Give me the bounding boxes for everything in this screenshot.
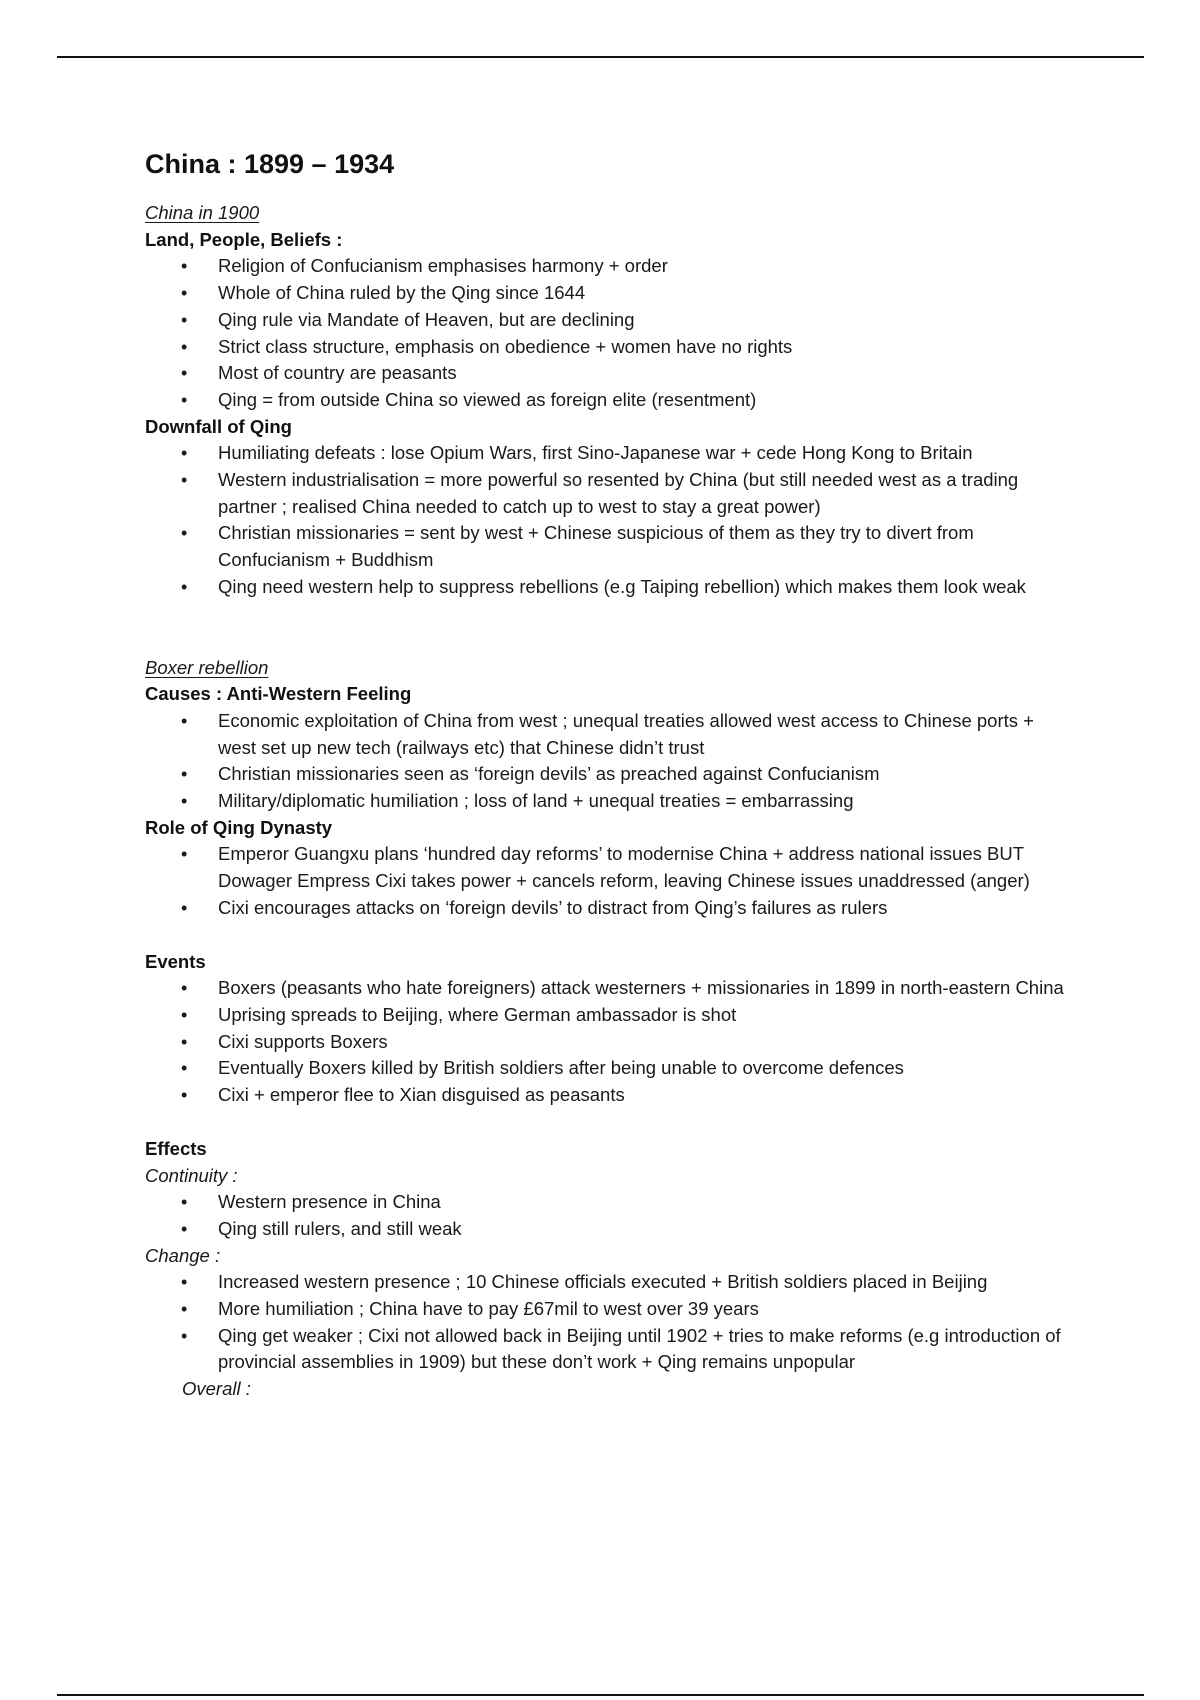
list-item: • Western industrialisation = more powerful so resented by China (but still needed west as a trading partner ; realised China needed to catch up to west to stay a great power) — [145, 467, 1065, 520]
list-item: • Christian missionaries seen as ‘foreign devils’ as preached against Confucianism — [145, 761, 1065, 788]
spacer — [145, 1109, 1065, 1136]
list-item: • Uprising spreads to Beijing, where German ambassador is shot — [145, 1002, 1065, 1029]
spacer — [145, 922, 1065, 949]
list-item: • Cixi + emperor flee to Xian disguised as peasants — [145, 1082, 1065, 1109]
bullet-list-downfall-of-qing — [145, 440, 1065, 600]
list-item: • Strict class structure, emphasis on obedience + women have no rights — [145, 334, 1065, 361]
section-heading-boxer-rebellion: Boxer rebellion — [145, 656, 269, 678]
bullet-list-events — [145, 975, 1065, 1109]
list-item: • Qing = from outside China so viewed as foreign elite (resentment) — [145, 387, 1065, 414]
bullet-list-role-of-qing — [145, 841, 1065, 921]
list-item: • Humiliating defeats : lose Opium Wars, first Sino-Japanese war + cede Hong Kong to Britain — [145, 440, 1065, 467]
list-item: • Eventually Boxers killed by British soldiers after being unable to overcome defences — [145, 1055, 1065, 1082]
list-item: • Christian missionaries = sent by west + Chinese suspicious of them as they try to divert from Confucianism + Buddhism — [145, 520, 1065, 573]
list-item: • Western presence in China — [145, 1189, 1065, 1216]
document-body — [145, 146, 1065, 1403]
footer-rule — [57, 1694, 1144, 1696]
list-item: • More humiliation ; China have to pay £67mil to west over 39 years — [145, 1296, 1065, 1323]
list-item: • Economic exploitation of China from west ; unequal treaties allowed west access to Chinese ports + west set up new tech (railways etc) that Chinese didn’t trust — [145, 708, 1065, 761]
section-heading-china-1900: China in 1900 — [145, 202, 260, 223]
list-item: • Boxers (peasants who hate foreigners) attack westerners + missionaries in 1899 in north-eastern China — [145, 975, 1065, 1002]
change-label: Change : — [145, 1244, 221, 1266]
list-item: • Most of country are peasants — [145, 360, 1065, 387]
bullet-list-causes — [145, 708, 1065, 815]
subheading-role-of-qing-dynasty: Role of Qing Dynasty — [145, 816, 333, 838]
list-item: • Religion of Confucianism emphasises harmony + order — [145, 253, 1065, 280]
continuity-label: Continuity : — [145, 1164, 238, 1186]
header-rule — [57, 56, 1144, 58]
spacer — [145, 601, 1065, 655]
page-title: China : 1899 – 1934 — [145, 149, 395, 179]
subheading-downfall-of-qing: Downfall of Qing — [145, 415, 292, 437]
subheading-effects: Effects — [145, 1137, 207, 1159]
subheading-events: Events — [145, 950, 206, 972]
list-item: • Emperor Guangxu plans ‘hundred day reforms’ to modernise China + address national issues BUT Dowager Empress Cixi takes power + cancels reform, leaving Chinese issues unaddressed (anger) — [145, 841, 1065, 894]
bullet-list-continuity — [145, 1189, 1065, 1242]
list-item: • Increased western presence ; 10 Chinese officials executed + British soldiers placed in Beijing — [145, 1269, 1065, 1296]
list-item: • Qing need western help to suppress rebellions (e.g Taiping rebellion) which makes them look weak — [145, 574, 1065, 601]
list-item: • Qing get weaker ; Cixi not allowed back in Beijing until 1902 + tries to make reforms (e.g introduction of provincial assemblies in 1909) but these don’t work + Qing remains unpopular — [145, 1323, 1065, 1376]
list-item: • Cixi encourages attacks on ‘foreign devils’ to distract from Qing’s failures as rulers — [145, 895, 1065, 922]
overall-label: Overall : — [182, 1378, 251, 1400]
subheading-land-people-beliefs: Land, People, Beliefs : — [145, 228, 343, 250]
list-item: • Military/diplomatic humiliation ; loss of land + unequal treaties = embarrassing — [145, 788, 1065, 815]
subheading-causes: Causes : Anti-Western Feeling — [145, 683, 412, 705]
list-item: • Qing still rulers, and still weak — [145, 1216, 1065, 1243]
list-item: • Whole of China ruled by the Qing since 1644 — [145, 280, 1065, 307]
list-item: • Qing rule via Mandate of Heaven, but are declining — [145, 307, 1065, 334]
bullet-list-land-people-beliefs — [145, 253, 1065, 413]
bullet-list-change — [145, 1269, 1065, 1376]
list-item: • Cixi supports Boxers — [145, 1029, 1065, 1056]
